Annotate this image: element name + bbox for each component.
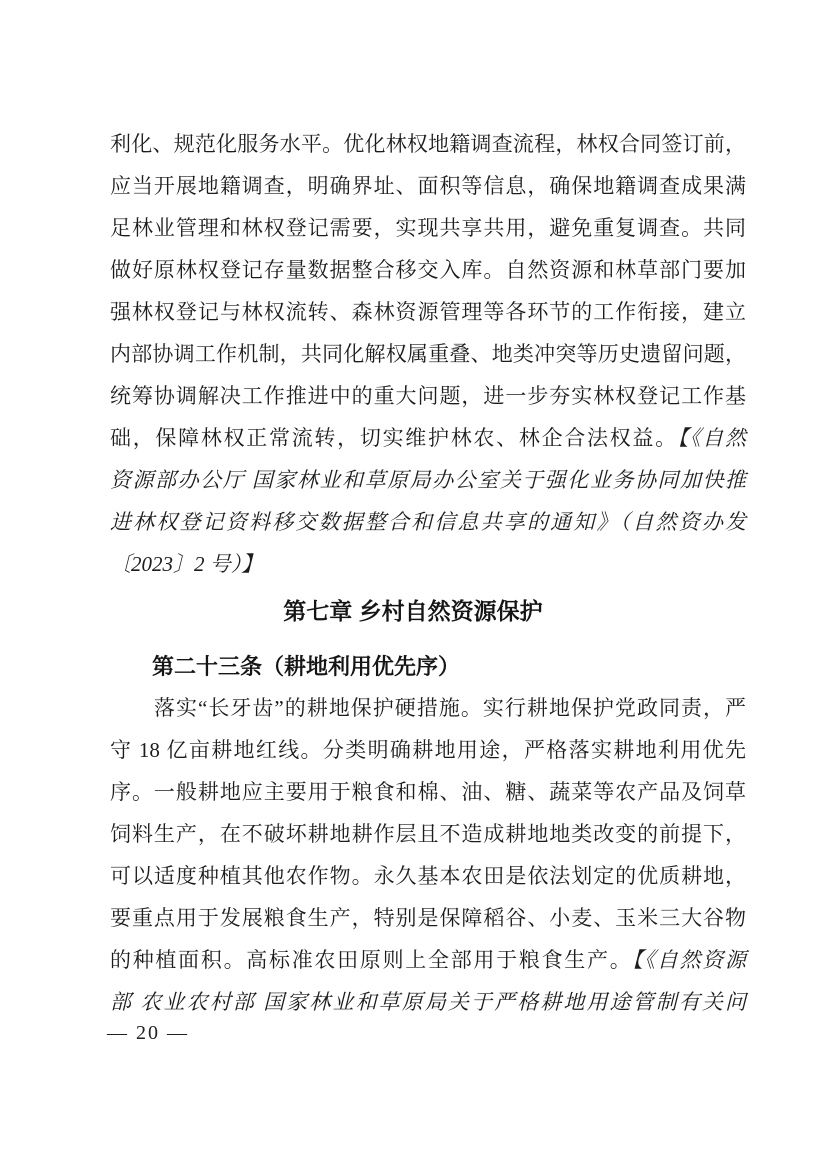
citation-text-segment: 【《自然资源 [632, 948, 747, 972]
body-line: 序。一般耕地应主要用于粮食和棉、油、糖、蔬菜等农产品及饲草 [110, 780, 746, 804]
paragraph-farmland-use-priority [110, 687, 746, 1023]
citation-line: 资源部办公厅 国家林业和草原局办公室关于强化业务协同加快推 [110, 468, 746, 492]
page-number: — 20 — [107, 1022, 189, 1044]
body-line: 可以适度种植其他农作物。永久基本农田是依法划定的优质耕地， [110, 864, 746, 888]
citation-text-segment: 【《自然 [677, 426, 747, 450]
body-line: 落实“长牙齿”的耕地保护硬措施。实行耕地保护党政同责，严 [154, 696, 746, 720]
body-line: 统筹协调解决工作推进中的重大问题，进一步夯实林权登记工作基 [110, 384, 746, 408]
body-line: 内部协调工作机制，共同化解权属重叠、地类冲突等历史遗留问题， [110, 342, 746, 366]
citation-line: 进林权登记资料移交数据整合和信息共享的通知》（自然资办发 [110, 510, 746, 534]
body-line: 利化、规范化服务水平。优化林权地籍调查流程，林权合同签订前， [110, 132, 746, 156]
section-heading: 第二十三条（耕地利用优先序） [152, 654, 461, 679]
body-line: 守 18 亿亩耕地红线。分类明确耕地用途，严格落实耕地利用优先 [110, 738, 746, 762]
body-line: 应当开展地籍调查，明确界址、面积等信息，确保地籍调查成果满 [110, 174, 746, 198]
citation-line-document-number: 〔2023〕2 号）】 [110, 552, 263, 576]
body-line-mixed [110, 417, 746, 459]
body-line-mixed [110, 939, 746, 981]
body-text-segment: 的种植面积。高标准农田原则上全部用于粮食生产。 [110, 948, 633, 972]
citation-line: 部 农业农村部 国家林业和草原局关于严格耕地用途管制有关问 [110, 990, 746, 1014]
paragraph-forest-rights-registration [110, 123, 746, 585]
body-line: 足林业管理和林权登记需要，实现共享共用，避免重复调查。共同 [110, 216, 746, 240]
chapter-heading: 第七章 乡村自然资源保护 [283, 598, 543, 624]
body-text-segment: 础，保障林权正常流转，切实维护林农、林企合法权益。 [110, 426, 678, 450]
body-line: 强林权登记与林权流转、森林资源管理等各环节的工作衔接，建立 [110, 300, 746, 324]
body-line: 做好原林权登记存量数据整合移交入库。自然资源和林草部门要加 [110, 258, 746, 282]
body-line: 饲料生产，在不破坏耕地耕作层且不造成耕地地类改变的前提下， [110, 822, 746, 846]
body-line: 要重点用于发展粮食生产，特别是保障稻谷、小麦、玉米三大谷物 [110, 906, 746, 930]
